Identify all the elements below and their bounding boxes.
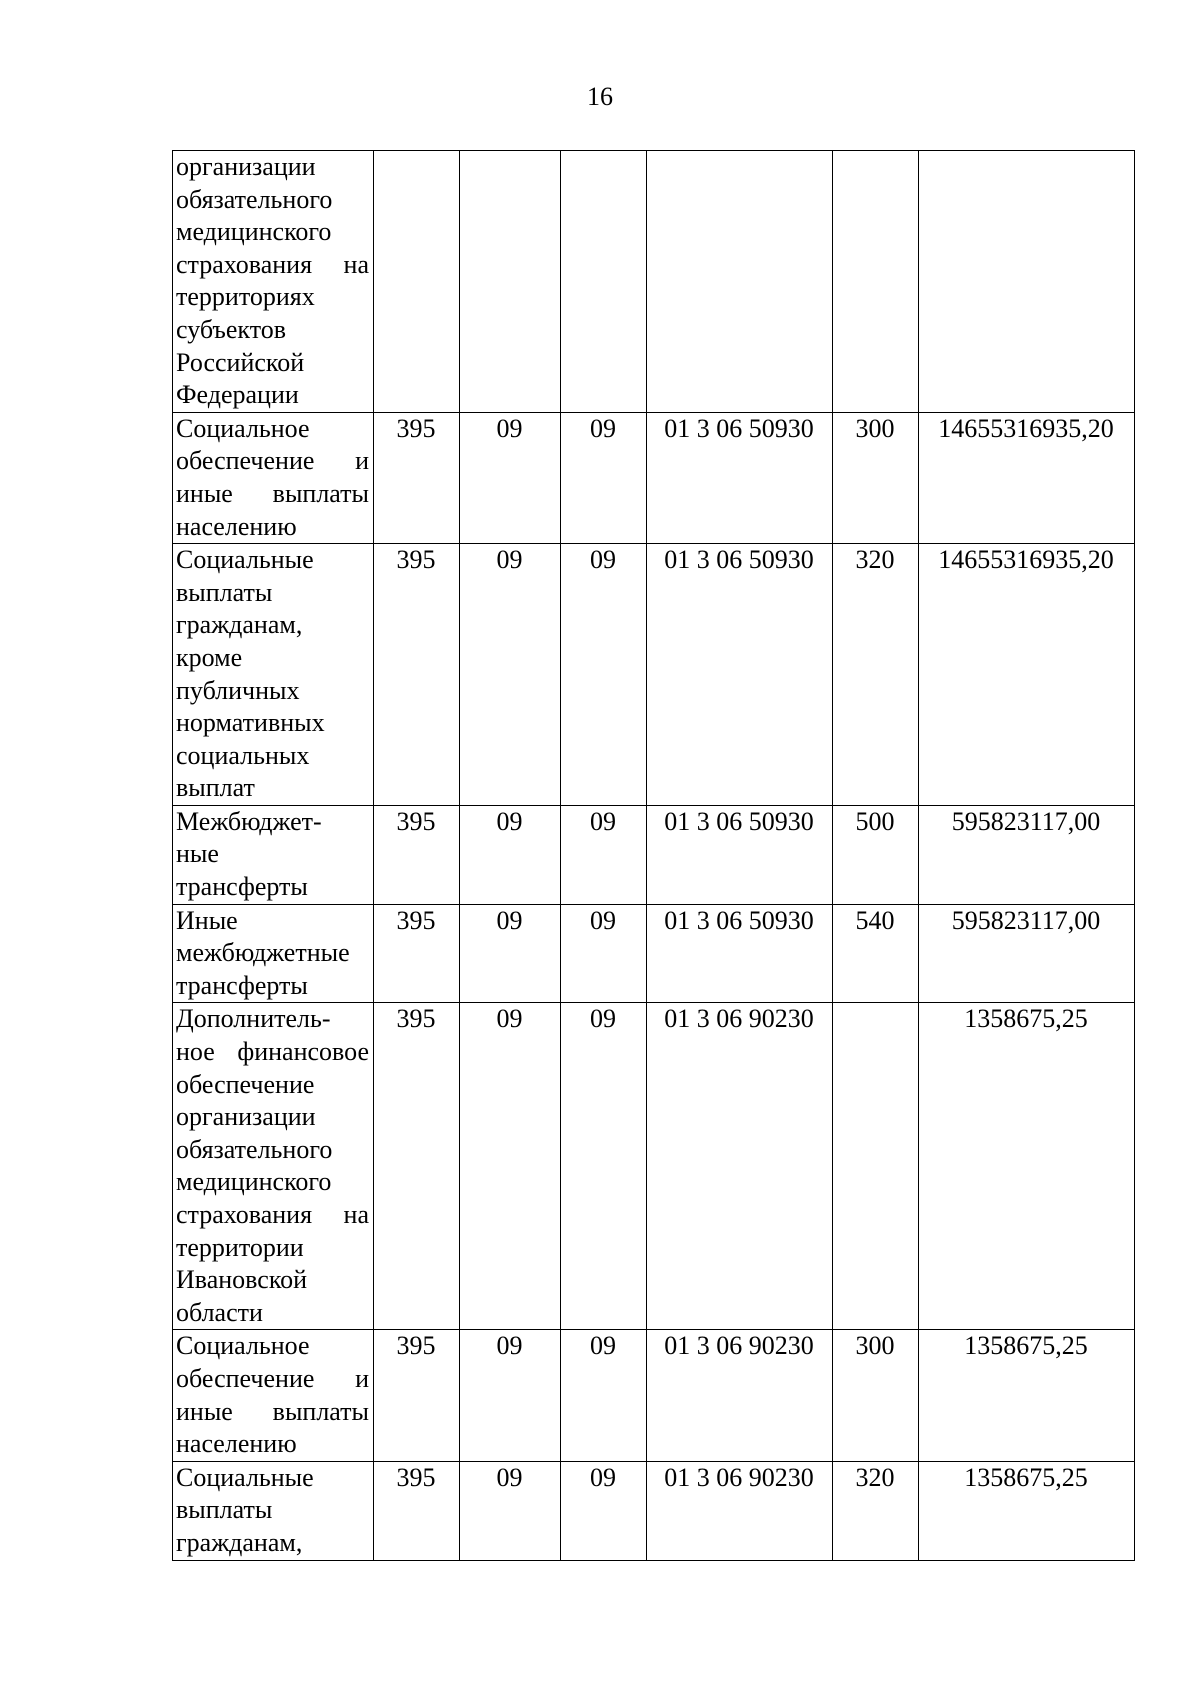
expense-type-cell [833,151,919,413]
item-name-line: Ивановской [176,1265,308,1295]
item-name-cell [173,904,374,1003]
item-name-line: межбюджетные [176,938,350,968]
item-name-line: гражданам, [176,610,303,640]
item-name-line: обеспечение и [176,1363,369,1393]
item-name-line: территории [176,1232,304,1262]
grbs-cell: 395 [374,544,460,806]
target-code-cell: 01 3 06 50930 [647,805,833,904]
item-name-line: Федерации [176,380,299,410]
expense-type-cell: 500 [833,805,919,904]
item-name-line: Социальные [176,1462,314,1492]
item-name-line: обеспечение [176,1069,315,1099]
target-code-cell: 01 3 06 50930 [647,412,833,543]
target-code-cell: 01 3 06 50930 [647,904,833,1003]
section-cell: 09 [460,1330,561,1461]
amount-cell: 595823117,00 [919,805,1135,904]
section-cell: 09 [460,805,561,904]
amount-cell: 14655316935,20 [919,412,1135,543]
item-name-line: обеспечение и [176,446,369,476]
target-code-cell: 01 3 06 90230 [647,1330,833,1461]
grbs-cell: 395 [374,412,460,543]
subsection-cell: 09 [561,1330,647,1461]
expense-type-cell: 320 [833,1461,919,1560]
amount-cell: 14655316935,20 [919,544,1135,806]
subsection-cell: 09 [561,544,647,806]
item-name-line: населению [176,1429,297,1459]
item-name-cell [173,544,374,806]
subsection-cell: 09 [561,904,647,1003]
item-name-line: выплаты [176,577,273,607]
target-code-cell: 01 3 06 50930 [647,544,833,806]
table-row [173,151,1135,413]
item-name-line: медицинского [176,1167,332,1197]
amount-cell: 1358675,25 [919,1330,1135,1461]
item-name-line: территориях [176,282,315,312]
expense-type-cell: 300 [833,412,919,543]
grbs-cell: 395 [374,805,460,904]
item-name-cell [173,1461,374,1560]
item-name-line: выплаты [176,1495,273,1525]
item-name-line: обязательного [176,184,333,214]
item-name-line: гражданам, [176,1527,303,1557]
subsection-cell [561,151,647,413]
item-name-line: организации [176,152,316,181]
section-cell: 09 [460,1461,561,1560]
item-name-line: трансферты [176,872,308,902]
item-name-line: кроме [176,642,243,672]
grbs-cell: 395 [374,1003,460,1330]
item-name-line: Иные [176,905,238,935]
section-cell: 09 [460,904,561,1003]
target-code-cell: 01 3 06 90230 [647,1461,833,1560]
grbs-cell [374,151,460,413]
expense-type-cell: 540 [833,904,919,1003]
table-row [173,1461,1135,1560]
section-cell [460,151,561,413]
item-name-line: Российской [176,347,305,377]
budget-table [172,150,1135,1561]
amount-cell: 1358675,25 [919,1461,1135,1560]
grbs-cell: 395 [374,1330,460,1461]
item-name-line: публичных [176,675,300,705]
item-name-line: организации [176,1102,316,1132]
item-name-line: ные [176,839,219,869]
item-name-cell [173,412,374,543]
subsection-cell: 09 [561,1003,647,1330]
item-name-line: Социальное [176,1331,310,1361]
section-cell: 09 [460,544,561,806]
item-name-cell [173,151,374,413]
item-name-line: субъектов [176,314,287,344]
item-name-line: социальных [176,740,310,770]
item-name-line: Социальные [176,545,314,575]
item-name-line: трансферты [176,970,308,1000]
table-row [173,544,1135,806]
subsection-cell: 09 [561,805,647,904]
item-name-line: страхования на [176,249,369,279]
expense-type-cell [833,1003,919,1330]
page-number: 16 [587,82,613,111]
subsection-cell: 09 [561,1461,647,1560]
subsection-cell: 09 [561,412,647,543]
item-name-line: нормативных [176,708,325,738]
item-name-line: медицинского [176,217,332,247]
target-code-cell: 01 3 06 90230 [647,1003,833,1330]
amount-cell: 595823117,00 [919,904,1135,1003]
item-name-cell [173,1330,374,1461]
item-name-cell [173,1003,374,1330]
table-row [173,805,1135,904]
section-cell: 09 [460,1003,561,1330]
item-name-line: Социальное [176,413,310,443]
item-name-line: Межбюджет- [176,806,322,836]
expense-type-cell: 300 [833,1330,919,1461]
item-name-line: населению [176,511,297,541]
target-code-cell [647,151,833,413]
amount-cell [919,151,1135,413]
grbs-cell: 395 [374,904,460,1003]
item-name-line: ное финансовое [176,1037,369,1067]
item-name-line: выплат [176,773,255,803]
table-row [173,1330,1135,1461]
table-row [173,412,1135,543]
expense-type-cell: 320 [833,544,919,806]
item-name-line: иные выплаты [176,1396,369,1426]
item-name-line: области [176,1297,263,1327]
amount-cell: 1358675,25 [919,1003,1135,1330]
item-name-cell [173,805,374,904]
table-row [173,904,1135,1003]
grbs-cell: 395 [374,1461,460,1560]
item-name-line: Дополнитель- [176,1004,331,1034]
item-name-line: страхования на [176,1200,369,1229]
item-name-line: обязательного [176,1134,333,1164]
section-cell: 09 [460,412,561,543]
item-name-line: иные выплаты [176,478,369,508]
table-row [173,1003,1135,1330]
budget-table-body [173,151,1135,1561]
